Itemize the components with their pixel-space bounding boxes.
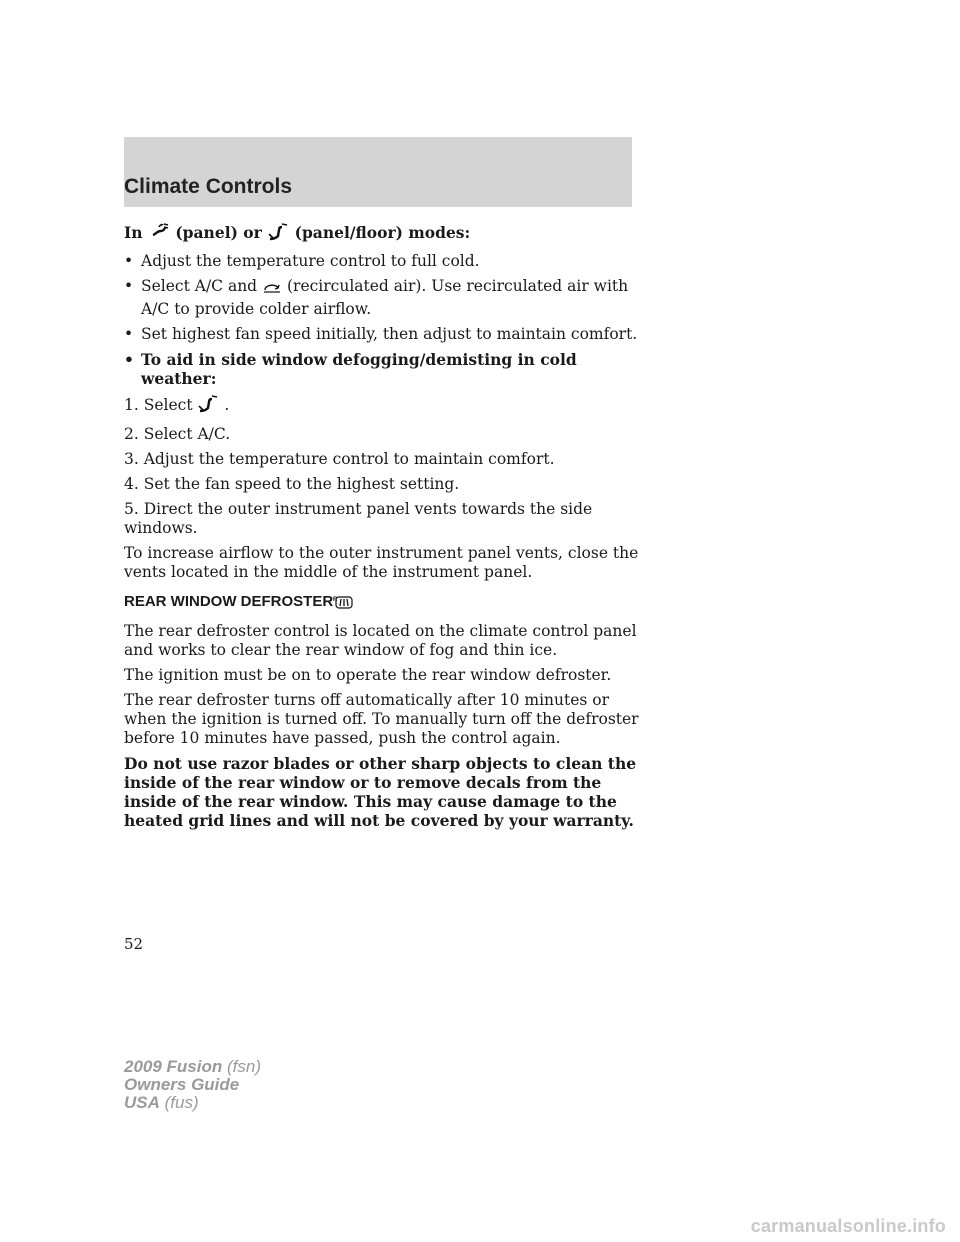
bullet-item: • Set highest fan speed initially, then adjust to maintain comfort. xyxy=(124,325,638,343)
step-5: 5. Direct the outer instrument panel vents towards the side windows. xyxy=(124,500,593,537)
footer-line-3 xyxy=(124,1094,261,1112)
panel-mode-label: (panel) or xyxy=(175,223,262,242)
step-1 xyxy=(124,394,644,419)
page-number: 52 xyxy=(124,935,144,953)
footer-model-code: (fsn) xyxy=(227,1057,261,1076)
warning-text: Do not use razor blades or other sharp objects to clean the inside of the rear window or to remove decals from the inside of the rear window. This may cause damage to the heated grid lines and will not be covered by your warranty. xyxy=(124,754,637,830)
step-2: 2. Select A/C. xyxy=(124,425,231,443)
footer xyxy=(124,1058,261,1112)
watermark: carmanualsonline.info xyxy=(750,1216,946,1236)
page-title: Climate Controls xyxy=(124,175,293,198)
footer-model: 2009 Fusion xyxy=(124,1057,223,1076)
modes-prefix: In xyxy=(124,223,143,242)
rear-defroster-p2: The ignition must be on to operate the rear window defroster. xyxy=(124,666,612,684)
step-text: . xyxy=(224,396,230,414)
step-3: 3. Adjust the temperature control to maintain comfort. xyxy=(124,450,555,468)
step-text: 1. Select xyxy=(124,396,193,414)
footer-region-code: (fus) xyxy=(164,1093,199,1112)
airflow-note: To increase airflow to the outer instrument panel vents, close the vents located in the middle of the instrument panel. xyxy=(124,544,639,581)
bullet-text: Select A/C and xyxy=(141,277,258,295)
bullet-text: To aid in side window defogging/demisting in cold weather: xyxy=(141,350,577,388)
rear-defroster-p3: The rear defroster turns off automatically after 10 minutes or when the ignition is turned off. To manually turn off the defroster before 10 minutes have passed, push the control again. xyxy=(124,691,639,747)
header-band xyxy=(124,137,632,207)
panel-floor-vent-icon xyxy=(267,222,289,246)
rear-defroster-p1: The rear defroster control is located on the climate control panel and works to clear the rear window of fog and thin ice. xyxy=(124,622,637,659)
bullet-item: • Select A/C and (recirculated air). Use recirculated air with A/C to provide colder airflow. xyxy=(124,277,629,318)
recirculated-air-icon xyxy=(262,281,282,300)
bullet-text: (recirculated air). Use recirculated air with A/C to provide colder airflow. xyxy=(141,277,629,318)
rear-defroster-heading: REAR WINDOW DEFROSTER xyxy=(124,593,334,610)
content xyxy=(124,222,644,836)
bullet-item: • Adjust the temperature control to full cold. xyxy=(124,252,480,270)
footer-region: USA xyxy=(124,1093,160,1112)
svg-text:R: R xyxy=(333,597,338,603)
panel-floor-mode-label: (panel/floor) modes: xyxy=(294,223,471,242)
modes-line xyxy=(124,222,644,246)
footer-guide: Owners Guide xyxy=(124,1075,240,1094)
bullet-item: • To aid in side window defogging/demisting in cold weather: xyxy=(124,350,577,388)
bullet-text: Adjust the temperature control to full cold. xyxy=(141,252,480,270)
panel-floor-vent-icon xyxy=(197,394,219,419)
rear-defrost-icon xyxy=(333,594,355,615)
section-heading xyxy=(124,592,644,615)
footer-line-1 xyxy=(124,1058,261,1076)
step-4: 4. Set the fan speed to the highest setting. xyxy=(124,475,460,493)
bullet-text: Set highest fan speed initially, then adjust to maintain comfort. xyxy=(141,325,638,343)
panel-vent-icon xyxy=(148,222,170,246)
